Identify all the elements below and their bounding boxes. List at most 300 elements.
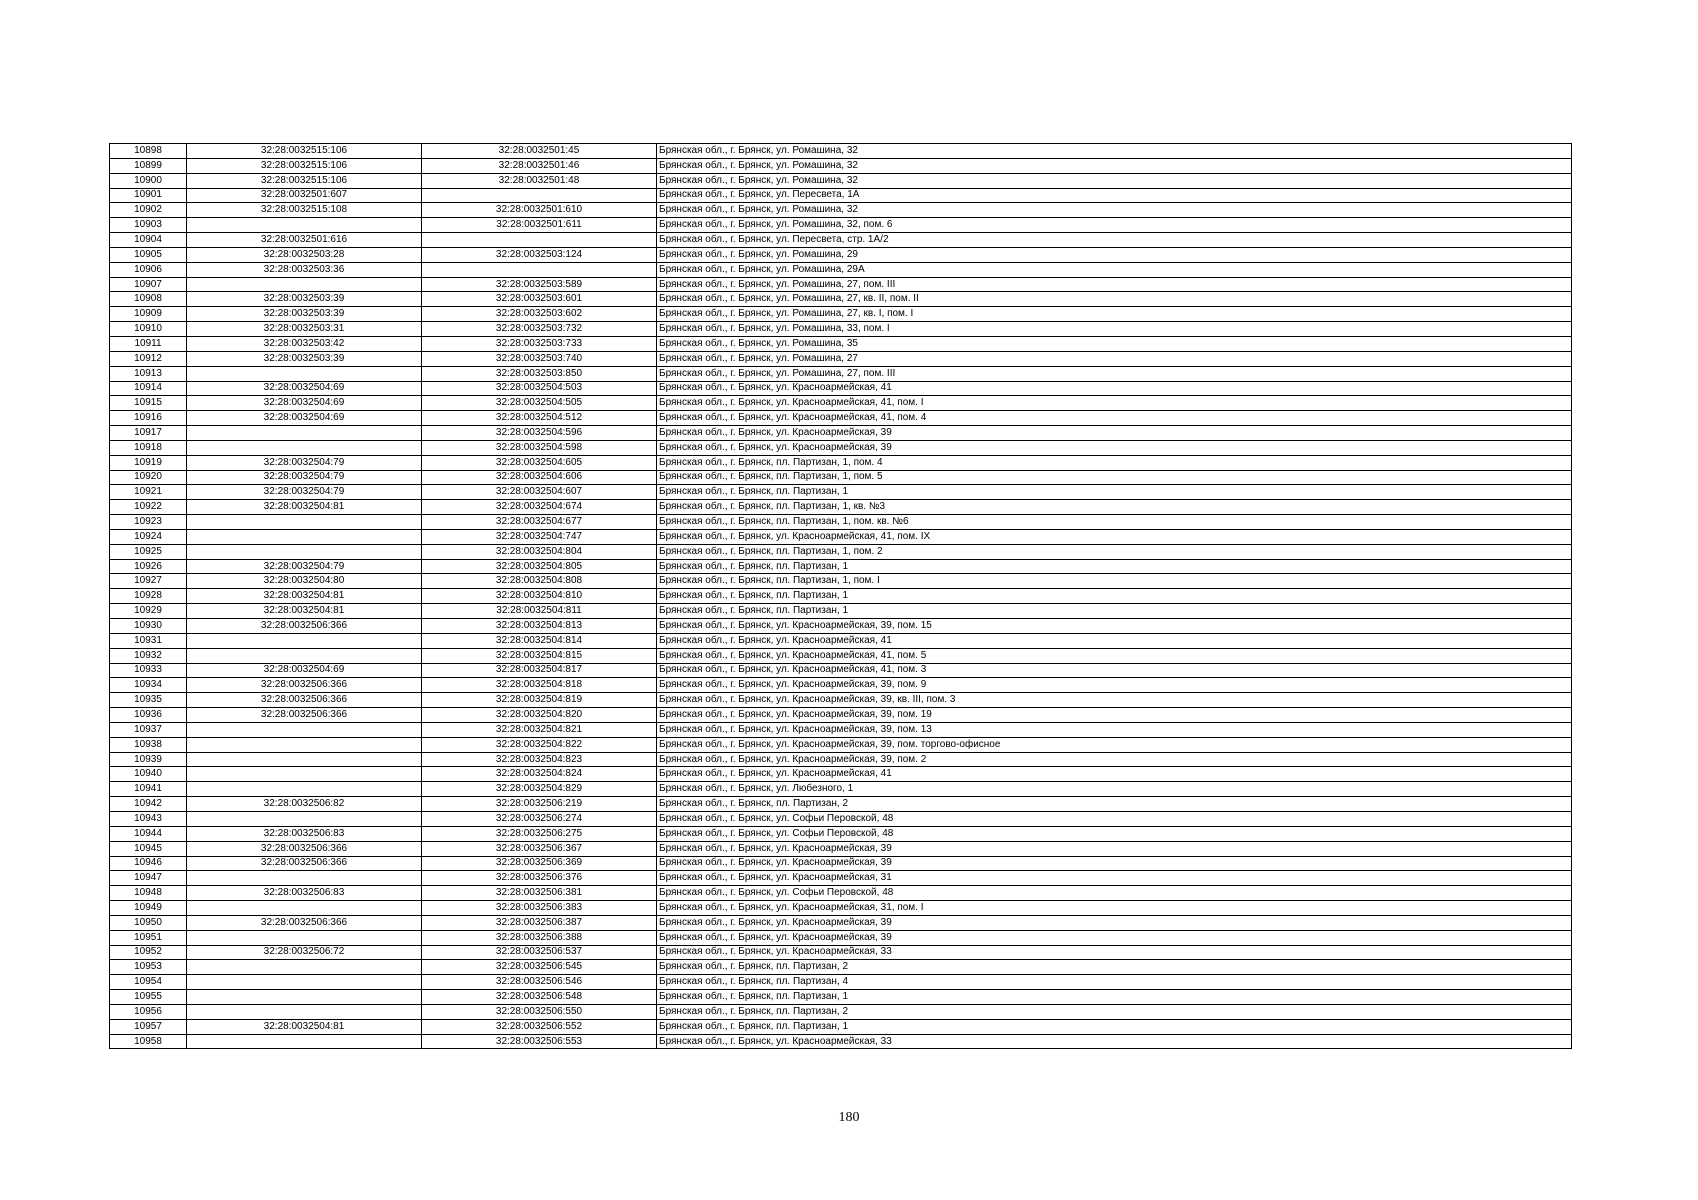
object-cadastral-number-cell: 32:28:0032503:602 [422, 307, 657, 322]
row-number-cell: 10902 [110, 203, 187, 218]
address-cell: Брянская обл., г. Брянск, ул. Ромашина, 29 [657, 247, 1572, 262]
row-number-cell: 10947 [110, 871, 187, 886]
row-number-cell: 10931 [110, 633, 187, 648]
address-cell: Брянская обл., г. Брянск, ул. Ромашина, 32 [657, 173, 1572, 188]
parcel-cadastral-number-cell: 32:28:0032515:106 [187, 173, 422, 188]
row-number-cell: 10957 [110, 1019, 187, 1034]
table-row [110, 411, 1572, 426]
table-row [110, 574, 1572, 589]
parcel-cadastral-number-cell: 32:28:0032503:36 [187, 262, 422, 277]
row-number-cell: 10953 [110, 960, 187, 975]
object-cadastral-number-cell: 32:28:0032504:605 [422, 455, 657, 470]
object-cadastral-number-cell: 32:28:0032506:545 [422, 960, 657, 975]
object-cadastral-number-cell: 32:28:0032506:550 [422, 1004, 657, 1019]
object-cadastral-number-cell: 32:28:0032506:546 [422, 975, 657, 990]
object-cadastral-number-cell: 32:28:0032503:601 [422, 292, 657, 307]
address-cell: Брянская обл., г. Брянск, ул. Пересвета, стр. 1А/2 [657, 233, 1572, 248]
row-number-cell: 10898 [110, 144, 187, 159]
parcel-cadastral-number-cell [187, 767, 422, 782]
parcel-cadastral-number-cell: 32:28:0032515:106 [187, 158, 422, 173]
parcel-cadastral-number-cell: 32:28:0032504:79 [187, 455, 422, 470]
address-cell: Брянская обл., г. Брянск, пл. Партизан, 2 [657, 960, 1572, 975]
row-number-cell: 10939 [110, 752, 187, 767]
table-row [110, 500, 1572, 515]
table-row [110, 663, 1572, 678]
table-row [110, 158, 1572, 173]
table-row [110, 856, 1572, 871]
address-cell: Брянская обл., г. Брянск, ул. Красноармейская, 41 [657, 633, 1572, 648]
table-row [110, 292, 1572, 307]
object-cadastral-number-cell: 32:28:0032504:820 [422, 708, 657, 723]
object-cadastral-number-cell: 32:28:0032503:589 [422, 277, 657, 292]
parcel-cadastral-number-cell: 32:28:0032503:28 [187, 247, 422, 262]
parcel-cadastral-number-cell [187, 782, 422, 797]
row-number-cell: 10958 [110, 1034, 187, 1049]
row-number-cell: 10921 [110, 485, 187, 500]
address-cell: Брянская обл., г. Брянск, пл. Партизан, 2 [657, 797, 1572, 812]
address-cell: Брянская обл., г. Брянск, пл. Партизан, 1 [657, 589, 1572, 604]
object-cadastral-number-cell: 32:28:0032501:46 [422, 158, 657, 173]
table-row [110, 455, 1572, 470]
object-cadastral-number-cell [422, 233, 657, 248]
parcel-cadastral-number-cell [187, 811, 422, 826]
table-row [110, 515, 1572, 530]
address-cell: Брянская обл., г. Брянск, ул. Красноармейская, 39 [657, 856, 1572, 871]
table-row [110, 1034, 1572, 1049]
address-cell: Брянская обл., г. Брянск, ул. Красноармейская, 39 [657, 426, 1572, 441]
row-number-cell: 10950 [110, 915, 187, 930]
table-row [110, 604, 1572, 619]
table-row [110, 1004, 1572, 1019]
object-cadastral-number-cell: 32:28:0032504:821 [422, 722, 657, 737]
parcel-cadastral-number-cell [187, 990, 422, 1005]
row-number-cell: 10903 [110, 218, 187, 233]
object-cadastral-number-cell: 32:28:0032506:387 [422, 915, 657, 930]
parcel-cadastral-number-cell: 32:28:0032503:39 [187, 292, 422, 307]
table-row [110, 782, 1572, 797]
parcel-cadastral-number-cell [187, 515, 422, 530]
object-cadastral-number-cell: 32:28:0032501:611 [422, 218, 657, 233]
table-row [110, 544, 1572, 559]
address-cell: Брянская обл., г. Брянск, ул. Любезного, 1 [657, 782, 1572, 797]
object-cadastral-number-cell: 32:28:0032506:553 [422, 1034, 657, 1049]
row-number-cell: 10901 [110, 188, 187, 203]
address-cell: Брянская обл., г. Брянск, ул. Ромашина, 27, кв. I, пом. I [657, 307, 1572, 322]
row-number-cell: 10941 [110, 782, 187, 797]
object-cadastral-number-cell: 32:28:0032504:811 [422, 604, 657, 619]
object-cadastral-number-cell: 32:28:0032506:367 [422, 841, 657, 856]
address-cell: Брянская обл., г. Брянск, ул. Красноармейская, 41, пом. I [657, 396, 1572, 411]
object-cadastral-number-cell: 32:28:0032504:822 [422, 737, 657, 752]
parcel-cadastral-number-cell: 32:28:0032506:366 [187, 693, 422, 708]
object-cadastral-number-cell: 32:28:0032506:383 [422, 901, 657, 916]
table-row [110, 559, 1572, 574]
address-cell: Брянская обл., г. Брянск, ул. Софьи Перовской, 48 [657, 826, 1572, 841]
object-cadastral-number-cell: 32:28:0032503:740 [422, 351, 657, 366]
table-row [110, 470, 1572, 485]
parcel-cadastral-number-cell [187, 648, 422, 663]
table-row [110, 173, 1572, 188]
address-cell: Брянская обл., г. Брянск, ул. Красноармейская, 39 [657, 440, 1572, 455]
table-row [110, 203, 1572, 218]
parcel-cadastral-number-cell: 32:28:0032515:108 [187, 203, 422, 218]
parcel-cadastral-number-cell: 32:28:0032504:80 [187, 574, 422, 589]
table-row [110, 930, 1572, 945]
parcel-cadastral-number-cell [187, 960, 422, 975]
object-cadastral-number-cell: 32:28:0032504:804 [422, 544, 657, 559]
row-number-cell: 10933 [110, 663, 187, 678]
row-number-cell: 10922 [110, 500, 187, 515]
parcel-cadastral-number-cell: 32:28:0032501:607 [187, 188, 422, 203]
object-cadastral-number-cell: 32:28:0032506:381 [422, 886, 657, 901]
table-row [110, 737, 1572, 752]
parcel-cadastral-number-cell [187, 426, 422, 441]
table-row [110, 188, 1572, 203]
object-cadastral-number-cell: 32:28:0032504:824 [422, 767, 657, 782]
address-cell: Брянская обл., г. Брянск, ул. Красноармейская, 39, пом. 9 [657, 678, 1572, 693]
object-cadastral-number-cell: 32:28:0032504:805 [422, 559, 657, 574]
parcel-cadastral-number-cell [187, 752, 422, 767]
object-cadastral-number-cell: 32:28:0032504:814 [422, 633, 657, 648]
row-number-cell: 10952 [110, 945, 187, 960]
address-cell: Брянская обл., г. Брянск, ул. Красноармейская, 39, пом. 13 [657, 722, 1572, 737]
parcel-cadastral-number-cell [187, 218, 422, 233]
parcel-cadastral-number-cell [187, 277, 422, 292]
object-cadastral-number-cell: 32:28:0032504:815 [422, 648, 657, 663]
address-cell: Брянская обл., г. Брянск, ул. Пересвета, 1А [657, 188, 1572, 203]
object-cadastral-number-cell: 32:28:0032504:819 [422, 693, 657, 708]
parcel-cadastral-number-cell [187, 529, 422, 544]
object-cadastral-number-cell: 32:28:0032501:48 [422, 173, 657, 188]
address-cell: Брянская обл., г. Брянск, ул. Красноармейская, 39, пом. торгово-офисное [657, 737, 1572, 752]
object-cadastral-number-cell: 32:28:0032506:388 [422, 930, 657, 945]
parcel-cadastral-number-cell: 32:28:0032504:81 [187, 1019, 422, 1034]
object-cadastral-number-cell: 32:28:0032503:850 [422, 366, 657, 381]
row-number-cell: 10936 [110, 708, 187, 723]
address-cell: Брянская обл., г. Брянск, ул. Ромашина, 27, пом. III [657, 366, 1572, 381]
row-number-cell: 10955 [110, 990, 187, 1005]
table-row [110, 871, 1572, 886]
table-row [110, 619, 1572, 634]
page-number: 180 [838, 1110, 860, 1125]
object-cadastral-number-cell: 32:28:0032504:829 [422, 782, 657, 797]
row-number-cell: 10925 [110, 544, 187, 559]
table-row [110, 960, 1572, 975]
address-cell: Брянская обл., г. Брянск, ул. Ромашина, 32 [657, 144, 1572, 159]
table-row [110, 336, 1572, 351]
address-cell: Брянская обл., г. Брянск, ул. Красноармейская, 39, кв. III, пом. 3 [657, 693, 1572, 708]
parcel-cadastral-number-cell: 32:28:0032506:72 [187, 945, 422, 960]
address-cell: Брянская обл., г. Брянск, пл. Партизан, 1 [657, 1019, 1572, 1034]
parcel-cadastral-number-cell: 32:28:0032504:79 [187, 485, 422, 500]
address-cell: Брянская обл., г. Брянск, ул. Красноармейская, 39, пом. 2 [657, 752, 1572, 767]
address-cell: Брянская обл., г. Брянск, пл. Партизан, 1 [657, 559, 1572, 574]
address-cell: Брянская обл., г. Брянск, ул. Красноармейская, 39 [657, 915, 1572, 930]
parcel-cadastral-number-cell: 32:28:0032501:616 [187, 233, 422, 248]
row-number-cell: 10910 [110, 322, 187, 337]
parcel-cadastral-number-cell [187, 737, 422, 752]
row-number-cell: 10954 [110, 975, 187, 990]
row-number-cell: 10904 [110, 233, 187, 248]
parcel-cadastral-number-cell [187, 1034, 422, 1049]
object-cadastral-number-cell: 32:28:0032503:732 [422, 322, 657, 337]
address-cell: Брянская обл., г. Брянск, пл. Партизан, 1 [657, 604, 1572, 619]
row-number-cell: 10945 [110, 841, 187, 856]
address-cell: Брянская обл., г. Брянск, пл. Партизан, 1 [657, 485, 1572, 500]
table-row [110, 426, 1572, 441]
parcel-cadastral-number-cell [187, 366, 422, 381]
address-cell: Брянская обл., г. Брянск, пл. Партизан, 1, пом. 5 [657, 470, 1572, 485]
parcel-cadastral-number-cell: 32:28:0032504:69 [187, 381, 422, 396]
table-row [110, 396, 1572, 411]
parcel-cadastral-number-cell: 32:28:0032503:39 [187, 307, 422, 322]
row-number-cell: 10949 [110, 901, 187, 916]
parcel-cadastral-number-cell: 32:28:0032503:39 [187, 351, 422, 366]
address-cell: Брянская обл., г. Брянск, ул. Ромашина, 32 [657, 158, 1572, 173]
table-row [110, 901, 1572, 916]
row-number-cell: 10900 [110, 173, 187, 188]
row-number-cell: 10923 [110, 515, 187, 530]
table-row [110, 752, 1572, 767]
table-row [110, 529, 1572, 544]
row-number-cell: 10909 [110, 307, 187, 322]
parcel-cadastral-number-cell [187, 1004, 422, 1019]
object-cadastral-number-cell: 32:28:0032506:376 [422, 871, 657, 886]
address-cell: Брянская обл., г. Брянск, ул. Красноармейская, 41 [657, 767, 1572, 782]
parcel-cadastral-number-cell [187, 930, 422, 945]
address-cell: Брянская обл., г. Брянск, ул. Ромашина, 35 [657, 336, 1572, 351]
table-row [110, 381, 1572, 396]
address-cell: Брянская обл., г. Брянск, ул. Красноармейская, 39 [657, 930, 1572, 945]
row-number-cell: 10937 [110, 722, 187, 737]
address-cell: Брянская обл., г. Брянск, ул. Красноармейская, 41, пом. 4 [657, 411, 1572, 426]
address-cell: Брянская обл., г. Брянск, ул. Ромашина, 33, пом. I [657, 322, 1572, 337]
object-cadastral-number-cell: 32:28:0032504:677 [422, 515, 657, 530]
address-cell: Брянская обл., г. Брянск, ул. Красноармейская, 39, пом. 15 [657, 619, 1572, 634]
row-number-cell: 10924 [110, 529, 187, 544]
address-cell: Брянская обл., г. Брянск, ул. Ромашина, 29А [657, 262, 1572, 277]
object-cadastral-number-cell: 32:28:0032506:274 [422, 811, 657, 826]
object-cadastral-number-cell: 32:28:0032504:607 [422, 485, 657, 500]
object-cadastral-number-cell: 32:28:0032504:598 [422, 440, 657, 455]
address-cell: Брянская обл., г. Брянск, пл. Партизан, 1, пом. 4 [657, 455, 1572, 470]
row-number-cell: 10935 [110, 693, 187, 708]
row-number-cell: 10912 [110, 351, 187, 366]
parcel-cadastral-number-cell: 32:28:0032506:366 [187, 708, 422, 723]
table-row [110, 841, 1572, 856]
object-cadastral-number-cell: 32:28:0032504:674 [422, 500, 657, 515]
row-number-cell: 10946 [110, 856, 187, 871]
object-cadastral-number-cell [422, 262, 657, 277]
row-number-cell: 10907 [110, 277, 187, 292]
address-cell: Брянская обл., г. Брянск, пл. Партизан, 1 [657, 990, 1572, 1005]
row-number-cell: 10928 [110, 589, 187, 604]
address-cell: Брянская обл., г. Брянск, ул. Софьи Перовской, 48 [657, 886, 1572, 901]
table-row [110, 440, 1572, 455]
table-row [110, 262, 1572, 277]
parcel-cadastral-number-cell: 32:28:0032515:106 [187, 144, 422, 159]
table-row [110, 797, 1572, 812]
parcel-cadastral-number-cell: 32:28:0032506:366 [187, 678, 422, 693]
row-number-cell: 10906 [110, 262, 187, 277]
object-cadastral-number-cell: 32:28:0032504:823 [422, 752, 657, 767]
row-number-cell: 10913 [110, 366, 187, 381]
table-row [110, 218, 1572, 233]
address-cell: Брянская обл., г. Брянск, пл. Партизан, 1, пом. 2 [657, 544, 1572, 559]
address-cell: Брянская обл., г. Брянск, ул. Красноармейская, 41 [657, 381, 1572, 396]
address-cell: Брянская обл., г. Брянск, пл. Партизан, 4 [657, 975, 1572, 990]
row-number-cell: 10916 [110, 411, 187, 426]
table-row [110, 767, 1572, 782]
object-cadastral-number-cell [422, 188, 657, 203]
parcel-cadastral-number-cell: 32:28:0032504:69 [187, 411, 422, 426]
address-cell: Брянская обл., г. Брянск, пл. Партизан, 1, пом. кв. №6 [657, 515, 1572, 530]
row-number-cell: 10914 [110, 381, 187, 396]
parcel-cadastral-number-cell: 32:28:0032503:42 [187, 336, 422, 351]
row-number-cell: 10948 [110, 886, 187, 901]
parcel-cadastral-number-cell [187, 544, 422, 559]
row-number-cell: 10917 [110, 426, 187, 441]
address-cell: Брянская обл., г. Брянск, пл. Партизан, 1, пом. I [657, 574, 1572, 589]
address-cell: Брянская обл., г. Брянск, пл. Партизан, 1, кв. №3 [657, 500, 1572, 515]
parcel-cadastral-number-cell: 32:28:0032503:31 [187, 322, 422, 337]
parcel-cadastral-number-cell [187, 722, 422, 737]
table-body [110, 144, 1572, 1049]
row-number-cell: 10899 [110, 158, 187, 173]
address-cell: Брянская обл., г. Брянск, ул. Ромашина, 27, пом. III [657, 277, 1572, 292]
object-cadastral-number-cell: 32:28:0032506:548 [422, 990, 657, 1005]
address-cell: Брянская обл., г. Брянск, ул. Красноармейская, 31, пом. I [657, 901, 1572, 916]
object-cadastral-number-cell: 32:28:0032504:505 [422, 396, 657, 411]
address-cell: Брянская обл., г. Брянск, ул. Красноармейская, 31 [657, 871, 1572, 886]
table-row [110, 708, 1572, 723]
row-number-cell: 10905 [110, 247, 187, 262]
address-cell: Брянская обл., г. Брянск, ул. Красноармейская, 39 [657, 841, 1572, 856]
table-row [110, 722, 1572, 737]
row-number-cell: 10956 [110, 1004, 187, 1019]
parcel-cadastral-number-cell [187, 633, 422, 648]
object-cadastral-number-cell: 32:28:0032504:503 [422, 381, 657, 396]
row-number-cell: 10932 [110, 648, 187, 663]
parcel-cadastral-number-cell: 32:28:0032504:69 [187, 396, 422, 411]
parcel-cadastral-number-cell: 32:28:0032504:69 [187, 663, 422, 678]
parcel-cadastral-number-cell: 32:28:0032506:82 [187, 797, 422, 812]
row-number-cell: 10934 [110, 678, 187, 693]
table-row [110, 144, 1572, 159]
row-number-cell: 10938 [110, 737, 187, 752]
row-number-cell: 10920 [110, 470, 187, 485]
table-row [110, 945, 1572, 960]
table-row [110, 277, 1572, 292]
parcel-cadastral-number-cell: 32:28:0032504:81 [187, 500, 422, 515]
object-cadastral-number-cell: 32:28:0032504:810 [422, 589, 657, 604]
parcel-cadastral-number-cell [187, 901, 422, 916]
address-cell: Брянская обл., г. Брянск, ул. Ромашина, 32 [657, 203, 1572, 218]
table-row [110, 886, 1572, 901]
table-row [110, 485, 1572, 500]
table-row [110, 233, 1572, 248]
table-row [110, 811, 1572, 826]
parcel-cadastral-number-cell: 32:28:0032504:81 [187, 589, 422, 604]
table-row [110, 322, 1572, 337]
parcel-cadastral-number-cell: 32:28:0032506:366 [187, 915, 422, 930]
address-cell: Брянская обл., г. Брянск, ул. Красноармейская, 41, пом. IX [657, 529, 1572, 544]
row-number-cell: 10926 [110, 559, 187, 574]
address-cell: Брянская обл., г. Брянск, ул. Красноармейская, 41, пом. 5 [657, 648, 1572, 663]
row-number-cell: 10919 [110, 455, 187, 470]
parcel-cadastral-number-cell: 32:28:0032506:366 [187, 841, 422, 856]
parcel-cadastral-number-cell: 32:28:0032504:79 [187, 559, 422, 574]
object-cadastral-number-cell: 32:28:0032506:537 [422, 945, 657, 960]
address-cell: Брянская обл., г. Брянск, ул. Ромашина, 27 [657, 351, 1572, 366]
cadastral-table [109, 143, 1572, 1049]
object-cadastral-number-cell: 32:28:0032504:596 [422, 426, 657, 441]
row-number-cell: 10927 [110, 574, 187, 589]
address-cell: Брянская обл., г. Брянск, ул. Софьи Перовской, 48 [657, 811, 1572, 826]
row-number-cell: 10944 [110, 826, 187, 841]
table-row [110, 589, 1572, 604]
object-cadastral-number-cell: 32:28:0032504:512 [422, 411, 657, 426]
object-cadastral-number-cell: 32:28:0032504:606 [422, 470, 657, 485]
parcel-cadastral-number-cell: 32:28:0032506:366 [187, 856, 422, 871]
table-row [110, 1019, 1572, 1034]
table-row [110, 366, 1572, 381]
row-number-cell: 10929 [110, 604, 187, 619]
table-row [110, 247, 1572, 262]
parcel-cadastral-number-cell: 32:28:0032506:366 [187, 619, 422, 634]
table-row [110, 990, 1572, 1005]
object-cadastral-number-cell: 32:28:0032501:610 [422, 203, 657, 218]
row-number-cell: 10943 [110, 811, 187, 826]
address-cell: Брянская обл., г. Брянск, ул. Красноармейская, 41, пом. 3 [657, 663, 1572, 678]
parcel-cadastral-number-cell: 32:28:0032506:83 [187, 826, 422, 841]
object-cadastral-number-cell: 32:28:0032503:733 [422, 336, 657, 351]
row-number-cell: 10930 [110, 619, 187, 634]
table-row [110, 975, 1572, 990]
object-cadastral-number-cell: 32:28:0032506:275 [422, 826, 657, 841]
address-cell: Брянская обл., г. Брянск, ул. Красноармейская, 39, пом. 19 [657, 708, 1572, 723]
address-cell: Брянская обл., г. Брянск, ул. Ромашина, 27, кв. II, пом. II [657, 292, 1572, 307]
object-cadastral-number-cell: 32:28:0032506:369 [422, 856, 657, 871]
table-row [110, 678, 1572, 693]
table-row [110, 307, 1572, 322]
table-row [110, 915, 1572, 930]
row-number-cell: 10915 [110, 396, 187, 411]
row-number-cell: 10942 [110, 797, 187, 812]
address-cell: Брянская обл., г. Брянск, пл. Партизан, 2 [657, 1004, 1572, 1019]
address-cell: Брянская обл., г. Брянск, ул. Ромашина, 32, пом. 6 [657, 218, 1572, 233]
row-number-cell: 10911 [110, 336, 187, 351]
table-row [110, 693, 1572, 708]
row-number-cell: 10908 [110, 292, 187, 307]
address-cell: Брянская обл., г. Брянск, ул. Красноармейская, 33 [657, 1034, 1572, 1049]
row-number-cell: 10940 [110, 767, 187, 782]
object-cadastral-number-cell: 32:28:0032503:124 [422, 247, 657, 262]
parcel-cadastral-number-cell [187, 871, 422, 886]
object-cadastral-number-cell: 32:28:0032504:818 [422, 678, 657, 693]
row-number-cell: 10951 [110, 930, 187, 945]
parcel-cadastral-number-cell [187, 440, 422, 455]
object-cadastral-number-cell: 32:28:0032504:817 [422, 663, 657, 678]
table-row [110, 648, 1572, 663]
parcel-cadastral-number-cell: 32:28:0032506:83 [187, 886, 422, 901]
object-cadastral-number-cell: 32:28:0032506:219 [422, 797, 657, 812]
object-cadastral-number-cell: 32:28:0032504:808 [422, 574, 657, 589]
object-cadastral-number-cell: 32:28:0032501:45 [422, 144, 657, 159]
object-cadastral-number-cell: 32:28:0032504:813 [422, 619, 657, 634]
object-cadastral-number-cell: 32:28:0032504:747 [422, 529, 657, 544]
table-row [110, 633, 1572, 648]
